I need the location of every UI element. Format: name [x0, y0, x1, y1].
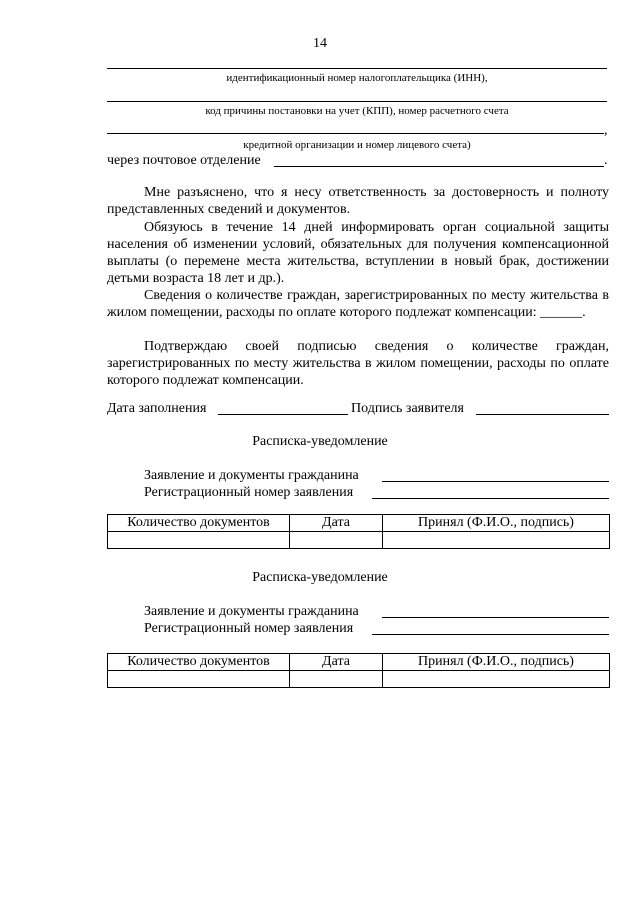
cell-date[interactable]: [290, 532, 383, 549]
reg-number-label: Регистрационный номер заявления: [144, 621, 354, 636]
table-header-row: [108, 515, 610, 532]
receipt-title: Расписка-уведомление: [252, 570, 388, 585]
signature-label: Подпись заявителя: [351, 401, 464, 416]
header-date: Дата: [290, 654, 383, 671]
header-accepted: Принял (Ф.И.О., подпись): [383, 515, 610, 532]
paragraph-obligation: Обязуюсь в течение 14 дней информировать орган социальной защиты населения об изменении условий, обязательных для получения компенсационной выплаты (о перемене места жительства, вступлении в новый брак, достижении детьми возраста 18 лет и др.).: [107, 220, 609, 286]
cell-doc-count[interactable]: [108, 532, 290, 549]
table-header-row: [108, 654, 610, 671]
cell-accepted[interactable]: [383, 671, 610, 688]
cell-accepted[interactable]: [383, 532, 610, 549]
signature-line[interactable]: [476, 414, 609, 415]
header-doc-count: Количество документов: [108, 654, 290, 671]
header-doc-count: Количество документов: [108, 515, 290, 532]
receipt-table: [107, 514, 610, 549]
reg-number-label: Регистрационный номер заявления: [144, 485, 354, 500]
post-office-label: через почтовое отделение: [107, 153, 261, 168]
header-accepted: Принял (Ф.И.О., подпись): [383, 654, 610, 671]
reg-number-line[interactable]: [372, 498, 609, 499]
docs-line[interactable]: [382, 481, 609, 482]
docs-line[interactable]: [382, 617, 609, 618]
kpp-caption: код причины постановки на учет (КПП), номер расчетного счета: [205, 105, 509, 117]
paragraph-confirm: Подтверждаю своей подписью сведения о количестве граждан, зарегистрированных по месту жительства в жилом помещении, расходы по оплате которого подлежат компенсации.: [107, 339, 609, 388]
table-row: [108, 532, 610, 549]
inn-line: [107, 68, 607, 69]
paragraph-count: Сведения о количестве граждан, зарегистрированных по месту жительства в жилом помещении, расходы по оплате которого подлежат компенсации: ______.: [107, 288, 609, 320]
docs-label: Заявление и документы гражданина: [144, 468, 359, 483]
post-office-line: [274, 166, 604, 167]
cell-doc-count[interactable]: [108, 671, 290, 688]
account-line-comma: ,: [604, 123, 608, 138]
kpp-line: [107, 101, 607, 102]
paragraph-responsibility: Мне разъяснено, что я несу ответственность за достоверность и полноту представленных сведений и документов.: [107, 185, 609, 217]
inn-caption: идентификационный номер налогоплательщика (ИНН),: [226, 72, 488, 84]
credit-caption: кредитной организации и номер лицевого счета): [243, 139, 471, 151]
receipt-table: [107, 653, 610, 688]
docs-label: Заявление и документы гражданина: [144, 604, 359, 619]
receipt-title: Расписка-уведомление: [252, 434, 388, 449]
table-row: [108, 671, 610, 688]
header-date: Дата: [290, 515, 383, 532]
page-number: 14: [313, 36, 327, 51]
date-line[interactable]: [218, 414, 348, 415]
cell-date[interactable]: [290, 671, 383, 688]
reg-number-line[interactable]: [372, 634, 609, 635]
post-office-end: .: [604, 153, 608, 168]
date-label: Дата заполнения: [107, 401, 207, 416]
account-line: [107, 133, 604, 134]
